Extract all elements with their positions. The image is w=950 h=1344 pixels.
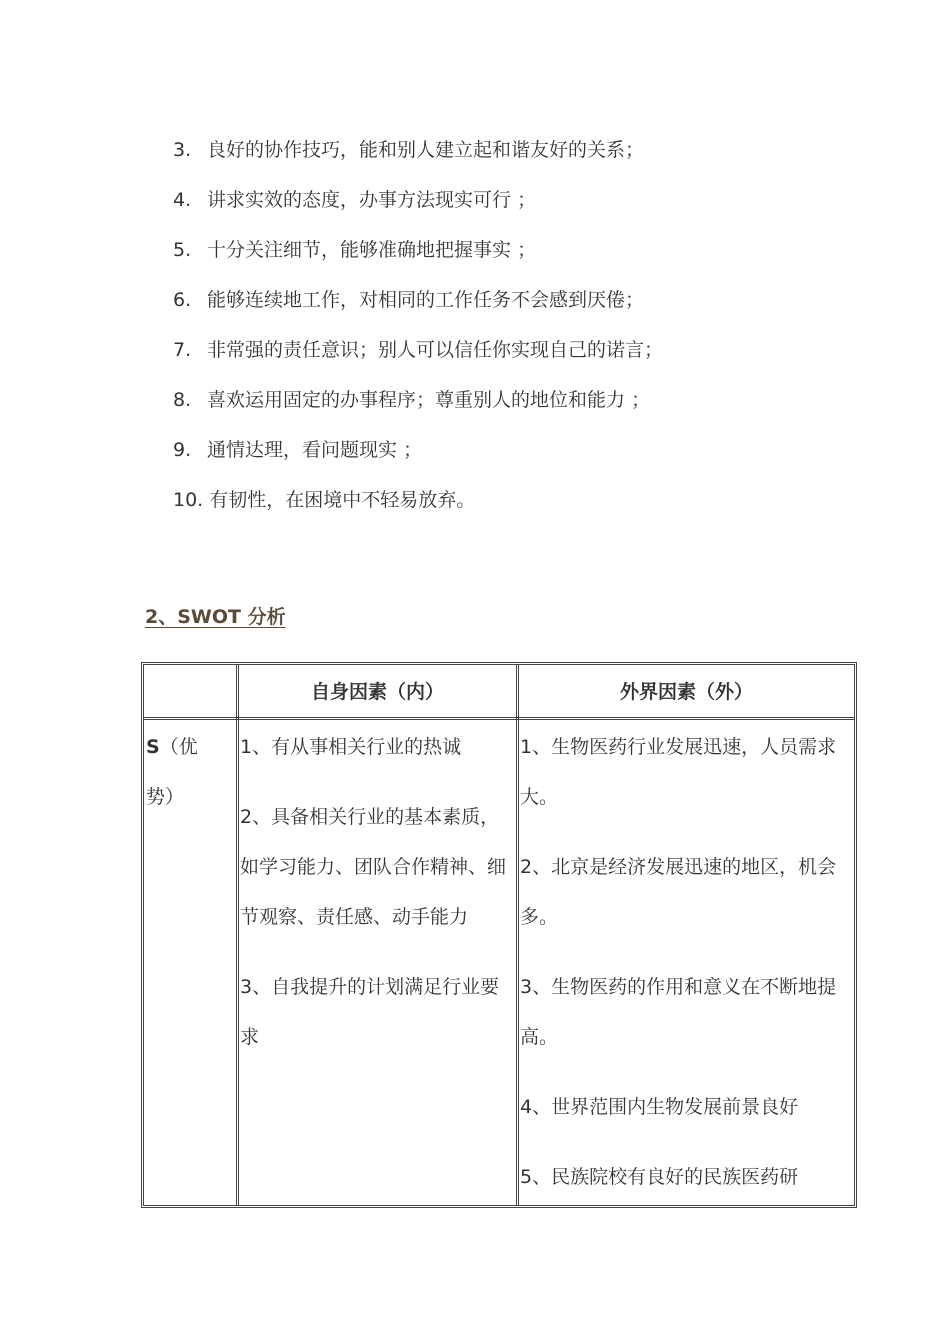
list-item-number: 6.: [173, 289, 192, 311]
row-label-strengths: [146, 722, 232, 822]
list-item-text: 十分关注细节，能够准确地把握事实 ；: [207, 239, 537, 261]
row-label-letter: S: [146, 736, 160, 758]
list-item: [173, 480, 873, 530]
section-title: 2、SWOT 分析: [145, 606, 286, 628]
list-item-text: 喜欢运用固定的办事程序；尊重别人的地位和能力 ；: [207, 389, 651, 411]
external-item: 1、生物医药行业发展迅速，人员需求大。: [520, 736, 837, 808]
list-item: [173, 330, 873, 380]
table-divider: [516, 665, 519, 1205]
list-item-number: 7.: [173, 339, 192, 361]
internal-item: 1、有从事相关行业的热诚: [240, 736, 462, 758]
external-item: 4、世界范围内生物发展前景良好: [520, 1096, 799, 1118]
row-label-text: 势）: [146, 786, 185, 808]
row-label-text: （优: [159, 736, 198, 758]
list-item-text: 通情达理，看问题现实 ；: [207, 439, 423, 461]
list-item: [173, 380, 873, 430]
list-item: [173, 280, 873, 330]
traits-list: [173, 130, 873, 530]
list-item-number: 3.: [173, 139, 192, 161]
external-item: 2、北京是经济发展迅速的地区，机会多。: [520, 856, 837, 928]
external-item: 5、民族院校有良好的民族医药研: [520, 1166, 799, 1188]
list-item-number: 10.: [173, 489, 204, 511]
list-item-text: 良好的协作技巧，能和别人建立起和谐友好的关系；: [207, 139, 645, 161]
internal-factors-cell: [240, 722, 512, 1082]
header-external: 外界因素（外）: [619, 681, 753, 703]
list-item: [173, 430, 873, 480]
list-item-number: 4.: [173, 189, 192, 211]
table-divider: [236, 665, 239, 1205]
list-item-text: 能够连续地工作，对相同的工作任务不会感到厌倦；: [207, 289, 645, 311]
list-item-text: 有韧性，在困境中不轻易放弃。: [209, 489, 476, 511]
list-item-text: 非常强的责任意识；别人可以信任你实现自己的诺言；: [207, 339, 664, 361]
swot-table: [141, 662, 857, 1208]
list-item-text: 讲求实效的态度，办事方法现实可行 ；: [207, 189, 537, 211]
list-item: [173, 180, 873, 230]
list-item: [173, 130, 873, 180]
list-item-number: 9.: [173, 439, 192, 461]
header-internal: 自身因素（内）: [310, 681, 444, 703]
external-factors-cell: [520, 722, 852, 1222]
list-item: [173, 230, 873, 280]
list-item-number: 8.: [173, 389, 192, 411]
external-item: 3、生物医药的作用和意义在不断地提高。: [520, 976, 837, 1048]
internal-item: 2、具备相关行业的基本素质，如学习能力、团队合作精神、细节观察、责任感、动手能力: [240, 806, 507, 928]
internal-item: 3、自我提升的计划满足行业要求: [240, 976, 500, 1048]
list-item-number: 5.: [173, 239, 192, 261]
